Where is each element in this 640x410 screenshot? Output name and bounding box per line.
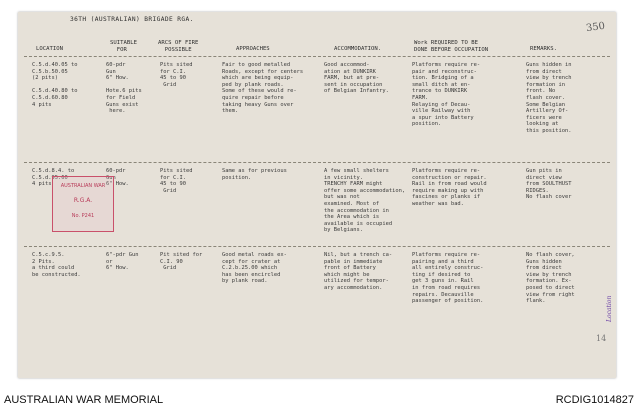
- footer-source-label: AUSTRALIAN WAR MEMORIAL: [4, 394, 164, 406]
- row2-location: C.5.d.8.4. to C.5.d.95.60 4 pits: [32, 168, 75, 188]
- row2-accommodation: A few small shelters in vicinity. TRENCHY FARM might offer some accommodation, but was not examined. Most of the accommodation in the Area which is available is occupied by Belgians.: [324, 168, 406, 234]
- row1-approaches: Fair to good metalled Roads, except for centers which are being equip- ped by plank roads. Some of these would re- quire repair before taking heavy Guns over them.: [222, 62, 304, 115]
- header-accommodation: ACCOMMODATION.: [334, 46, 382, 52]
- header-rule: [24, 56, 610, 57]
- row3-accommodation: Nil, but a trench ca- pable in immediate front of Battery which might be utilized for tempor- ary accommodation.: [324, 252, 393, 291]
- document-title: 36TH (AUSTRALIAN) BRIGADE RGA.: [70, 16, 194, 23]
- handwritten-note: Location: [606, 295, 613, 322]
- document-page: [18, 12, 616, 378]
- stamp-line-3: No. P241: [71, 213, 95, 219]
- page-number-top: 350: [585, 20, 606, 35]
- stamp-line-2: R.G.A.: [73, 197, 93, 204]
- row3-remarks: No flash cover, Guns hidden from direct view by trench formation. Ex- posed to direct view from right flank.: [526, 252, 575, 305]
- row1-remarks: Guns hidden in from direct view by trench formation in front. No flash cover. Some Belgian Artillery Of- ficers were looking at this position.: [526, 62, 572, 134]
- row-rule: [24, 162, 610, 163]
- header-location: LOCATION: [36, 46, 63, 52]
- row-rule: [24, 246, 610, 247]
- row3-arcs: Pit sited for C.I. 90 Grid: [160, 252, 203, 272]
- row1-accommodation: Good accommod- ation at DUNKIRK FARM, but at pre- sent in occupation of Belgian Infantry.: [324, 62, 389, 95]
- footer-record-id: RCDIG1014827: [555, 394, 634, 406]
- row2-arcs: Pits sited for C.I. 45 to 90 Grid: [160, 168, 193, 194]
- row2-approaches: Same as for previous position.: [222, 168, 287, 181]
- header-arcs: ARCS OF FIRE POSSIBLE: [158, 40, 199, 53]
- row2-suitable: 60-pdr Gun 6" How.: [106, 168, 129, 188]
- row1-arcs: Pits sited for C.I. 45 to 90 Grid: [160, 62, 193, 88]
- header-remarks: REMARKS.: [530, 46, 557, 52]
- row3-work: Platforms require re- pairing and a third all entirely construc- ting if desired to get 3 guns in. Rail in from road requires repairs. Decauville passenger of position.: [412, 252, 484, 305]
- header-suitable: SUITABLE FOR: [110, 40, 137, 53]
- page-number-bottom: 14: [596, 334, 607, 343]
- stamp-line-1: AUSTRALIAN WAR: [60, 183, 106, 189]
- header-approaches: APPROACHES: [236, 46, 270, 52]
- row2-work: Platforms require re- construction or repair. Rail in from road would require making up with fascines or planks if weather was bad.: [412, 168, 487, 207]
- row3-approaches: Good metal roads ex- cept for crater at C.2.b.25.00 which has been encircled by plank road.: [222, 252, 287, 285]
- row2-remarks: Gun pits in direct view from SOULTHUST RIDGES. No flash cover: [526, 168, 572, 201]
- registry-stamp: [52, 176, 114, 232]
- row3-suitable: 6"-pdr Gun or 6" How.: [106, 252, 139, 272]
- row3-location: C.5.c.9.5. 2 Pits. a third could be constructed.: [32, 252, 81, 278]
- row1-work: Platforms require re- pair and reconstruc- tion. Bridging of a small ditch at en- trance to DUNKIRK FARM. Relaying of Decau- ville Railway with a spur into Battery position.: [412, 62, 481, 128]
- footer-bar: [0, 392, 640, 410]
- header-work: Work REQUIRED TO BE DONE BEFORE OCCUPATION: [414, 40, 489, 53]
- row1-suitable: 60-pdr Gun 6" How. Hote.6 pits for Field Guns exist here.: [106, 62, 142, 115]
- row1-location: C.5.d.40.05 to C.5.b.50.05 (2 pits) C.5.d.40.80 to C.5.d.60.80 4 pits: [32, 62, 78, 108]
